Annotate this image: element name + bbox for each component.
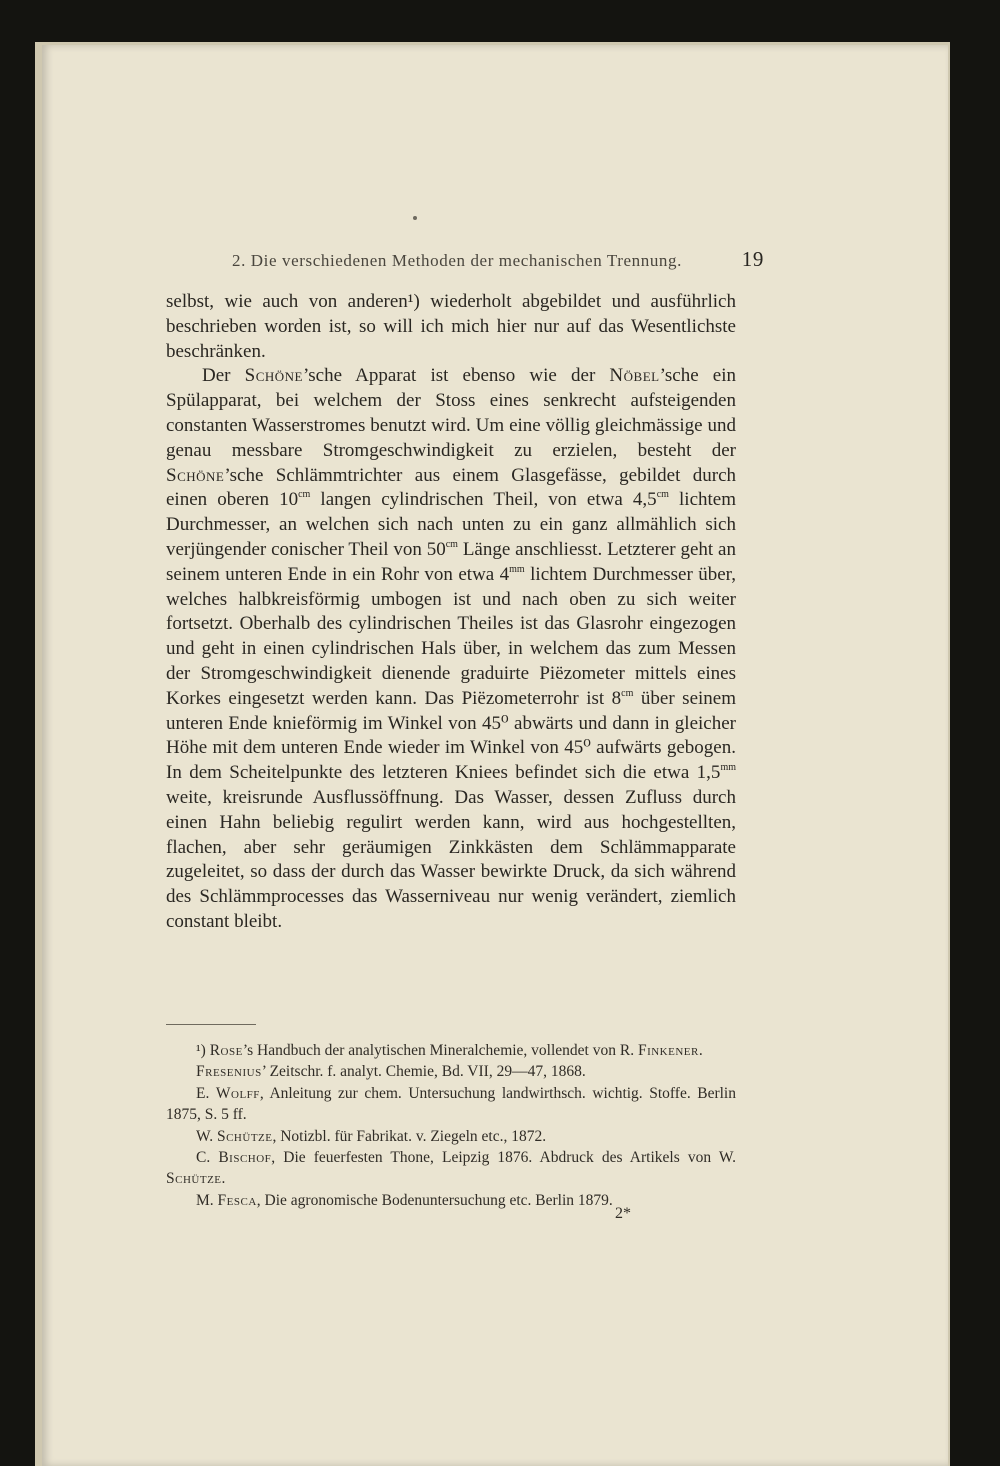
text-run: , Die feuerfesten Thone, Leipzig 1876. Abdruck des Artikels von W.: [271, 1149, 736, 1167]
unit-superscript: cm: [298, 489, 311, 501]
text-run: Länge anschliesst. Letzterer geht an seinem unteren Ende in ein Rohr von etwa 4: [166, 538, 736, 585]
footnote-5: [166, 1147, 736, 1190]
book-page: [42, 45, 948, 1466]
author-name: Bischof: [218, 1149, 272, 1167]
text-run: , Die agronomische Bodenuntersuchung etc. Berlin 1879.: [256, 1191, 613, 1209]
footnote-4: [166, 1126, 736, 1147]
text-run: ’sche ein Spülapparat, bei welchem der Stoss eines senkrecht aufsteigenden constanten Wasserstromes benutzt wird. Um eine völlig gleichmässige und genau messbare Stromgeschwindigkeit zu erzielen, besteht der: [166, 365, 736, 461]
text-run: M.: [196, 1191, 218, 1209]
author-name: Schütze: [216, 1127, 273, 1145]
footnote-divider: [166, 1024, 256, 1025]
author-name: Fesca: [217, 1191, 257, 1209]
text-run: Der: [202, 365, 245, 387]
text-run: C.: [196, 1149, 219, 1167]
text-run: ’sche Apparat ist ebenso wie der: [302, 365, 610, 387]
paragraph-2: [166, 364, 736, 934]
text-run: über seinem unteren Ende knieförmig im Winkel von 45⁰ abwärts und dann in gleicher Höhe mit dem unteren Ende wieder im Winkel von 45⁰ aufwärts gebogen. In dem Scheitelpunkte des letzteren Kniees befindet sich die etwa 1,5: [166, 687, 736, 784]
author-name: Schütze: [166, 1170, 222, 1188]
unit-superscript: cm: [621, 687, 634, 699]
text-run: , Notizbl. für Fabrikat. v. Ziegeln etc., 1872.: [272, 1127, 547, 1145]
author-name: Nöbel: [609, 365, 660, 387]
text-run: ’sche Schlämmtrichter aus einem Glasgefässe, gebildet durch einen oberen 10: [166, 464, 736, 511]
footnote-1: [166, 1040, 736, 1061]
unit-superscript: mm: [720, 762, 736, 774]
paragraph-1: selbst, wie auch von anderen¹) wiederholt abgebildet und ausführlich beschrieben worden ist, so will ich mich hier nur auf das Wesentlichste beschränken.: [166, 291, 736, 362]
author-name: Fresenius: [196, 1063, 262, 1081]
text-run: .: [698, 1042, 703, 1059]
running-head: [232, 245, 764, 275]
text-run: ’ Zeitschr. f. analyt. Chemie, Bd. VII, 29—47, 1868.: [261, 1063, 586, 1081]
unit-superscript: cm: [656, 489, 669, 501]
text-run: E.: [196, 1084, 216, 1102]
footnotes: [166, 1040, 736, 1211]
body-text: [166, 290, 736, 935]
page-number: 19: [741, 247, 764, 271]
text-run: .: [221, 1170, 226, 1188]
author-name: Schöne: [244, 365, 303, 387]
text-run: ’s Handbuch der analytischen Mineralchemie, vollendet von R.: [242, 1042, 638, 1059]
author-name: Wolff: [215, 1084, 260, 1102]
text-run: , Anleitung zur chem. Untersuchung landwirthsch. wichtig. Stoffe. Berlin 1875, S. 5 ff.: [166, 1084, 736, 1124]
author-name: Finkener: [637, 1042, 699, 1059]
print-speck: [413, 216, 417, 220]
text-run: W.: [196, 1127, 217, 1145]
text-run: weite, kreisrunde Ausflussöffnung. Das Wasser, dessen Zufluss durch einen Hahn beliebig regulirt werden kann, wird aus hochgestellten, flachen, aber sehr geräumigen Zinkkästen dem Schlämmapparate zugeleitet, so dass der durch das Wasser bewirkte Druck, da sich während des Schlämmprocesses das Wasserniveau nur wenig verändert, ziemlich constant bleibt.: [166, 786, 736, 932]
unit-superscript: mm: [509, 563, 525, 575]
signature-mark: 2*: [615, 1205, 631, 1222]
footnote-3: [166, 1083, 736, 1126]
text-run: lichtem Durchmesser, an welchen sich nach unten zu ein ganz allmählich sich verjüngender conischer Theil von 50: [166, 489, 737, 560]
text-run: lichtem Durchmesser über, welches halbkreisförmig umbogen ist und nach oben zu sich weiter fortsetzt. Oberhalb des cylindrischen Theiles ist das Glasrohr eingezogen und geht in einen cylindrischen Hals über, in welchem das zum Messen der Stromgeschwindigkeit dienende graduirte Piëzometer mittels eines Korkes eingesetzt werden kann. Das Piëzometerrohr ist 8: [166, 563, 736, 709]
author-name: Rose: [209, 1042, 243, 1059]
footnote-mark: ¹): [196, 1042, 206, 1059]
text-run: langen cylindrischen Theil, von etwa 4,5: [310, 489, 657, 511]
author-name: Schöne: [166, 464, 225, 486]
running-title: 2. Die verschiedenen Methoden der mechanischen Trennung.: [232, 251, 682, 270]
footnote-2: [166, 1061, 736, 1082]
footnote-6: [166, 1190, 736, 1211]
unit-superscript: cm: [445, 538, 458, 550]
